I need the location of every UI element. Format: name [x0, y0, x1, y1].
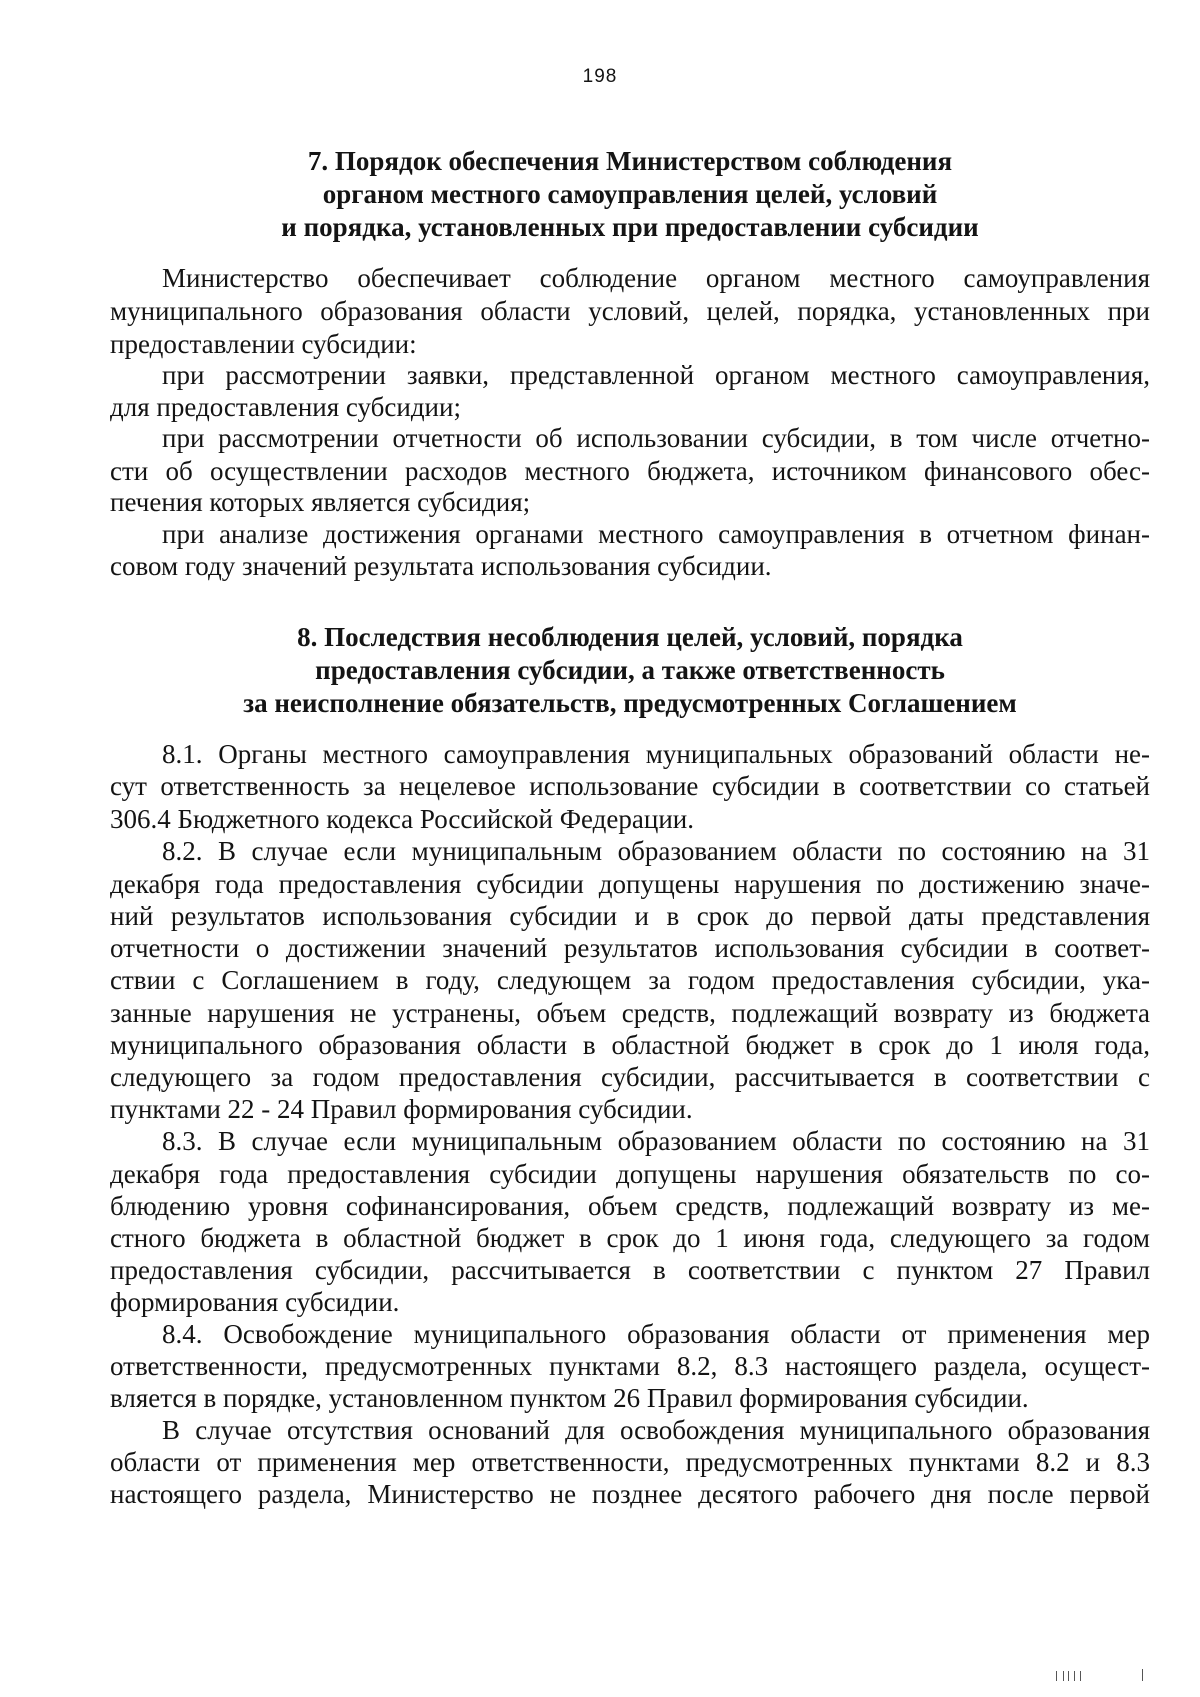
paragraph-line: декабря года предоставления субсидии допущены нарушения обязательств по со- [110, 1159, 1150, 1189]
paragraph-line: Министерство обеспечивает соблюдение органом местного самоуправления [162, 263, 1150, 293]
paragraph-line: для предоставления субсидии; [110, 392, 461, 422]
paragraph-line: муниципального образования области в областной бюджет в срок до 1 июля года, [110, 1030, 1150, 1060]
paragraph-line: В случае отсутствия оснований для освобождения муниципального образования [162, 1415, 1150, 1445]
paragraph-line: сти об осуществлении расходов местного бюджета, источником финансового обес- [110, 456, 1150, 486]
paragraph-line: при рассмотрении отчетности об использовании субсидии, в том числе отчетно- [162, 423, 1150, 453]
paragraph-line: формирования субсидии. [110, 1287, 400, 1317]
paragraph-line: ствии с Соглашением в году, следующем за годом предоставления субсидии, ука- [110, 965, 1150, 995]
page-number: 198 [582, 66, 618, 87]
paragraph-line: 8.3. В случае если муниципальным образованием области по состоянию на 31 [162, 1126, 1150, 1156]
heading-line: предоставления субсидии, а также ответственность [315, 655, 945, 685]
heading-line: за неисполнение обязательств, предусмотренных Соглашением [243, 688, 1017, 718]
section-7-heading [110, 145, 1150, 244]
paragraph-line: совом году значений результата использования субсидии. [110, 551, 772, 581]
paragraph-line: вляется в порядке, установленном пунктом 26 Правил формирования субсидии. [110, 1383, 1029, 1413]
paragraph-line: пунктами 22 - 24 Правил формирования субсидии. [110, 1094, 693, 1124]
paragraph-line: настоящего раздела, Министерство не позднее десятого рабочего дня после первой [110, 1479, 1150, 1509]
paragraph-line: 8.1. Органы местного самоуправления муниципальных образований области не- [162, 739, 1150, 769]
paragraph-line: печения которых является субсидия; [110, 487, 531, 517]
paragraph-line: декабря года предоставления субсидии допущены нарушения по достижению значе- [110, 869, 1150, 899]
paragraph-line: ний результатов использования субсидии и в срок до первой даты представления [110, 901, 1150, 931]
paragraph-line: 8.2. В случае если муниципальным образованием области по состоянию на 31 [162, 836, 1150, 866]
paragraph-line: при анализе достижения органами местного самоуправления в отчетном финан- [162, 519, 1150, 549]
paragraph-line: 8.4. Освобождение муниципального образования области от применения мер [162, 1319, 1150, 1349]
paragraph-line: ответственности, предусмотренных пунктами 8.2, 8.3 настоящего раздела, осущест- [110, 1351, 1150, 1381]
paragraph-line: 306.4 Бюджетного кодекса Российской Федерации. [110, 804, 694, 834]
paragraph-line: отчетности о достижении значений результатов использования субсидии в соответ- [110, 933, 1150, 963]
section-8-heading [110, 621, 1150, 720]
heading-line: и порядка, установленных при предоставлении субсидии [281, 212, 979, 242]
paragraph-line: занные нарушения не устранены, объем средств, подлежащий возврату из бюджета [110, 998, 1150, 1028]
heading-line: органом местного самоуправления целей, условий [322, 179, 938, 209]
paragraph-line: блюдению уровня софинансирования, объем средств, подлежащий возврату из ме- [110, 1191, 1150, 1221]
paragraph-line: при рассмотрении заявки, представленной органом местного самоуправления, [162, 360, 1150, 390]
paragraph-line: муниципального образования области условий, целей, порядка, установленных при [110, 296, 1150, 326]
paragraph-line: следующего за годом предоставления субсидии, рассчитывается в соответствии с [110, 1062, 1150, 1092]
scan-edge-marks [1056, 1669, 1146, 1681]
heading-line: 8. Последствия несоблюдения целей, условий, порядка [297, 622, 963, 652]
paragraph-line: стного бюджета в областной бюджет в срок до 1 июня года, следующего за годом [110, 1223, 1150, 1253]
paragraph-line: сут ответственность за нецелевое использование субсидии в соответствии со статьей [110, 771, 1150, 801]
paragraph-line: предоставления субсидии, рассчитывается в соответствии с пунктом 27 Правил [110, 1255, 1150, 1285]
heading-line: 7. Порядок обеспечения Министерством соблюдения [307, 146, 953, 176]
paragraph-line: области от применения мер ответственности, предусмотренных пунктами 8.2 и 8.3 [110, 1447, 1150, 1477]
paragraph-line: предоставлении субсидии: [110, 329, 417, 359]
